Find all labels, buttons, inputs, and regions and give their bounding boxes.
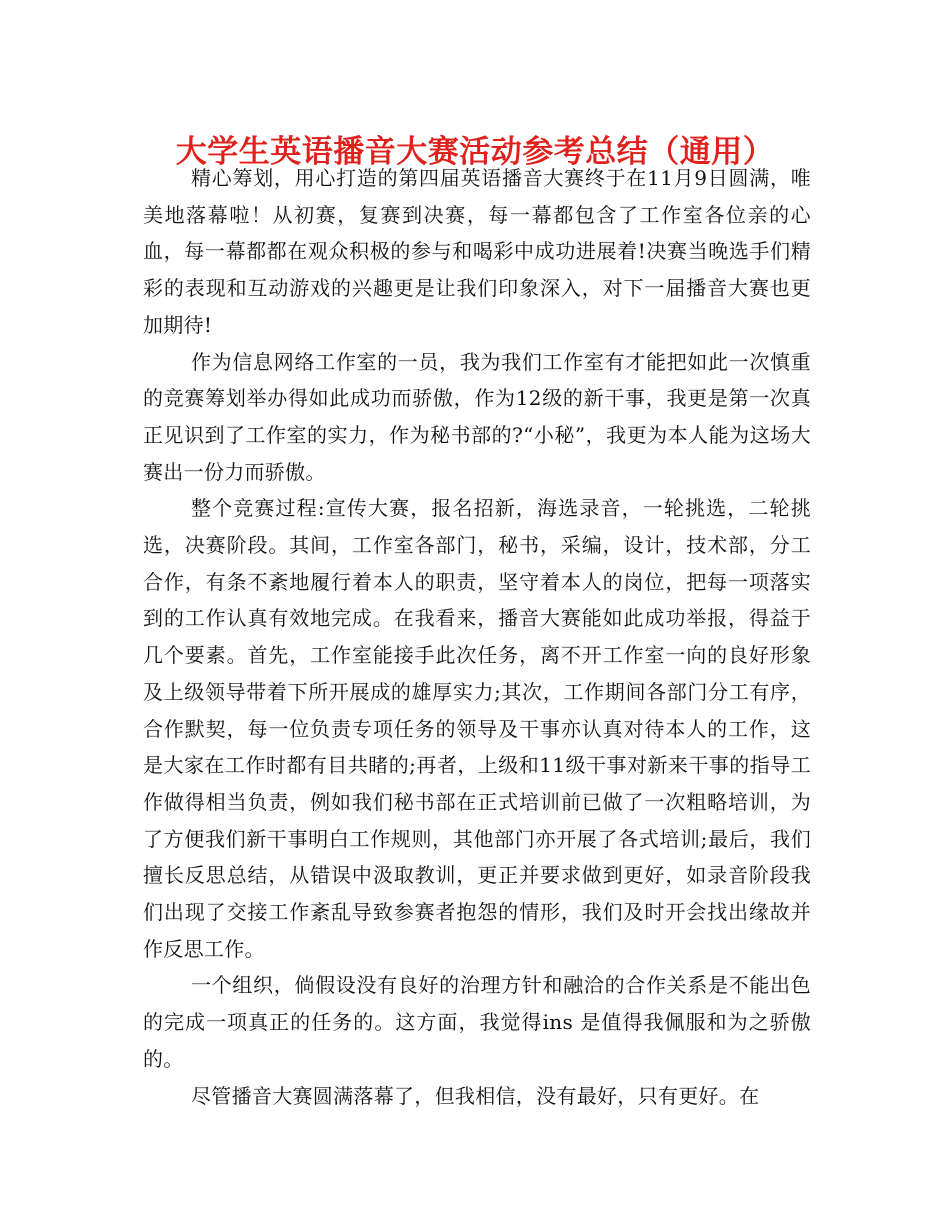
paragraph-4: 一个组织，倘假设没有良好的治理方针和融洽的合作关系是不能出色的完成一项真正的任务的。这方面，我觉得ins 是值得我佩服和为之骄傲的。: [143, 973, 811, 1071]
document-body: [143, 160, 811, 1114]
paragraph-5: 尽管播音大赛圆满落幕了，但我相信，没有最好，只有更好。在: [191, 1083, 760, 1108]
document-title: 大学生英语播音大赛活动参考总结（通用）: [175, 134, 775, 170]
paragraph-2: 作为信息网络工作室的一员，我为我们工作室有才能把如此一次慎重的竞赛筹划举办得如此成功而骄傲，作为12级的新干事，我更是第一次真正见识到了工作室的实力，作为秘书部的?“小秘”，我更为本人能为这场大赛出一份力而骄傲。: [143, 349, 811, 484]
paragraph-1: 精心筹划，用心打造的第四届英语播音大赛终于在11月9日圆满，唯美地落幕啦！从初赛，复赛到决赛，每一幕都包含了工作室各位亲的心血，每一幕都都在观众积极的参与和喝彩中成功进展着!决赛当晚选手们精彩的表现和互动游戏的兴趣更是让我们印象深入，对下一届播音大赛也更加期待!: [143, 166, 811, 337]
paragraph-3: 整个竞赛过程:宣传大赛，报名招新，海选录音，一轮挑选，二轮挑选，决赛阶段。其间，工作室各部门，秘书，采编，设计，技术部，分工合作，有条不紊地履行着本人的职责，坚守着本人的岗位，把每一项落实到的工作认真有效地完成。在我看来，播音大赛能如此成功举报，得益于几个要素。首先，工作室能接手此次任务，离不开工作室一向的良好形象及上级领导带着下所开展成的雄厚实力;其次，工作期间各部门分工有序，合作默契，每一位负责专项任务的领导及干事亦认真对待本人的工作，这是大家在工作时都有目共睹的;再者，上级和11级干事对新来干事的指导工作做得相当负责，例如我们秘书部在正式培训前已做了一次粗略培训，为了方便我们新干事明白工作规则，其他部门亦开展了各式培训;最后，我们擅长反思总结，从错误中汲取教训，更正并要求做到更好，如录音阶段我们出现了交接工作紊乱导致参赛者抱怨的情形，我们及时开会找出缘故并作反思工作。: [143, 496, 811, 961]
